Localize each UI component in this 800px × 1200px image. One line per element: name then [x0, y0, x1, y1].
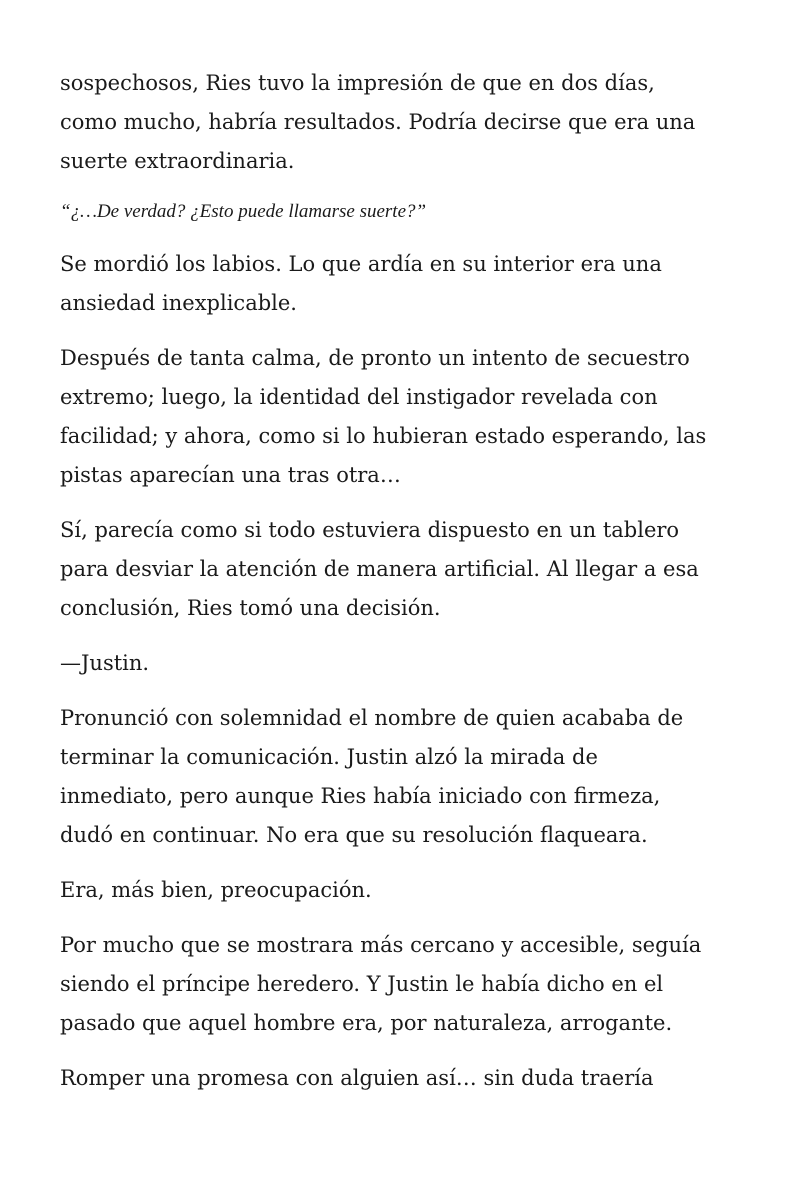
text-line: “¿…De verdad? ¿Esto puede llamarse suerte?” [60, 201, 427, 222]
text-line: siendo el príncipe heredero. Y Justin le había dicho en el [60, 972, 664, 996]
paragraph-1 [60, 64, 742, 181]
text-line: Se mordió los labios. Lo que ardía en su interior era una [60, 252, 662, 276]
text-line: para desviar la atención de manera artificial. Al llegar a esa [60, 557, 699, 581]
paragraph-9 [60, 926, 742, 1043]
text-line: como mucho, habría resultados. Podría decirse que era una [60, 110, 696, 134]
paragraph-thought [60, 197, 742, 227]
text-line: Era, más bien, preocupación. [60, 878, 372, 902]
paragraph-5 [60, 511, 742, 628]
text-line: terminar la comunicación. Justin alzó la mirada de [60, 745, 598, 769]
text-line: dudó en continuar. No era que su resolución flaqueara. [60, 823, 648, 847]
text-line: —Justin. [60, 651, 150, 675]
text-line: Pronunció con solemnidad el nombre de quien acababa de [60, 706, 684, 730]
text-line: pasado que aquel hombre era, por naturaleza, arrogante. [60, 1011, 673, 1035]
paragraph-7 [60, 699, 742, 855]
text-line: Romper una promesa con alguien así… sin duda traería [60, 1066, 654, 1090]
text-line: ansiedad inexplicable. [60, 291, 297, 315]
paragraph-3 [60, 245, 742, 323]
text-line: extremo; luego, la identidad del instigador revelada con [60, 385, 658, 409]
paragraph-10 [60, 1059, 742, 1098]
paragraph-4 [60, 339, 742, 495]
paragraph-dialogue [60, 644, 742, 683]
text-line: inmediato, pero aunque Ries había iniciado con firmeza, [60, 784, 661, 808]
text-line: sospechosos, Ries tuvo la impresión de que en dos días, [60, 71, 655, 95]
text-line: Después de tanta calma, de pronto un intento de secuestro [60, 346, 690, 370]
text-line: facilidad; y ahora, como si lo hubieran estado esperando, las [60, 424, 707, 448]
text-line: Por mucho que se mostrara más cercano y accesible, seguía [60, 933, 702, 957]
paragraph-8 [60, 871, 742, 910]
text-line: Sí, parecía como si todo estuviera dispuesto en un tablero [60, 518, 680, 542]
text-line: pistas aparecían una tras otra… [60, 463, 401, 487]
text-line: conclusión, Ries tomó una decisión. [60, 596, 441, 620]
text-line: suerte extraordinaria. [60, 149, 295, 173]
